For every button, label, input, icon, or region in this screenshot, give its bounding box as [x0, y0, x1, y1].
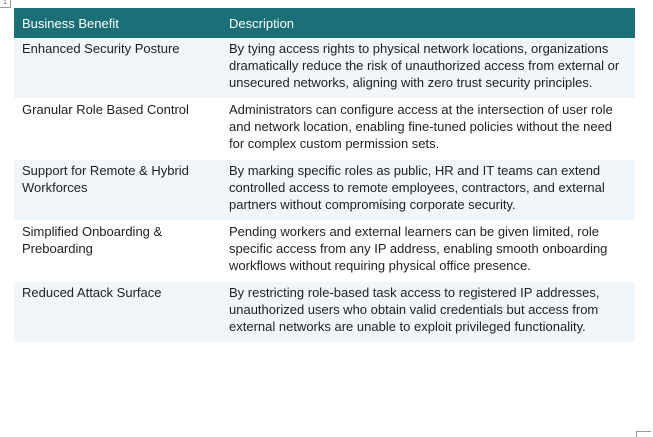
table-row — [14, 221, 635, 282]
table-body — [14, 38, 635, 343]
description-cell: By restricting role-based task access to registered IP addresses, unauthorized users who obtain valid credentials but access from external networks are unable to exploit privileged functionality. — [221, 282, 635, 343]
table-row — [14, 38, 635, 99]
header-business-benefit: Business Benefit — [14, 8, 221, 38]
description-cell: Administrators can configure access at the intersection of user role and network location, enabling fine-tuned policies without the need for complex custom permission sets. — [221, 99, 635, 160]
header-row — [14, 8, 635, 38]
table-header — [14, 8, 635, 38]
header-description: Description — [221, 8, 635, 38]
description-cell: By tying access rights to physical network locations, organizations dramatically reduce the risk of unauthorized access from external or unsecured networks, aligning with zero trust security principles. — [221, 38, 635, 99]
table-row — [14, 282, 635, 343]
table-row — [14, 160, 635, 221]
benefit-cell: Granular Role Based Control — [14, 99, 221, 160]
benefit-cell: Reduced Attack Surface — [14, 282, 221, 343]
description-cell: By marking specific roles as public, HR and IT teams can extend controlled access to remote employees, contractors, and external partners without compromising corporate security. — [221, 160, 635, 221]
business-benefits-table — [14, 8, 635, 343]
benefit-cell: Simplified Onboarding & Preboarding — [14, 221, 221, 282]
page-corner-marker: 1 — [0, 0, 11, 8]
table-row — [14, 99, 635, 160]
benefit-cell: Support for Remote & Hybrid Workforces — [14, 160, 221, 221]
benefit-cell: Enhanced Security Posture — [14, 38, 221, 99]
description-cell: Pending workers and external learners can be given limited, role specific access from any IP address, enabling smooth onboarding workflows without requiring physical office presence. — [221, 221, 635, 282]
end-of-cell-marker — [636, 431, 651, 437]
